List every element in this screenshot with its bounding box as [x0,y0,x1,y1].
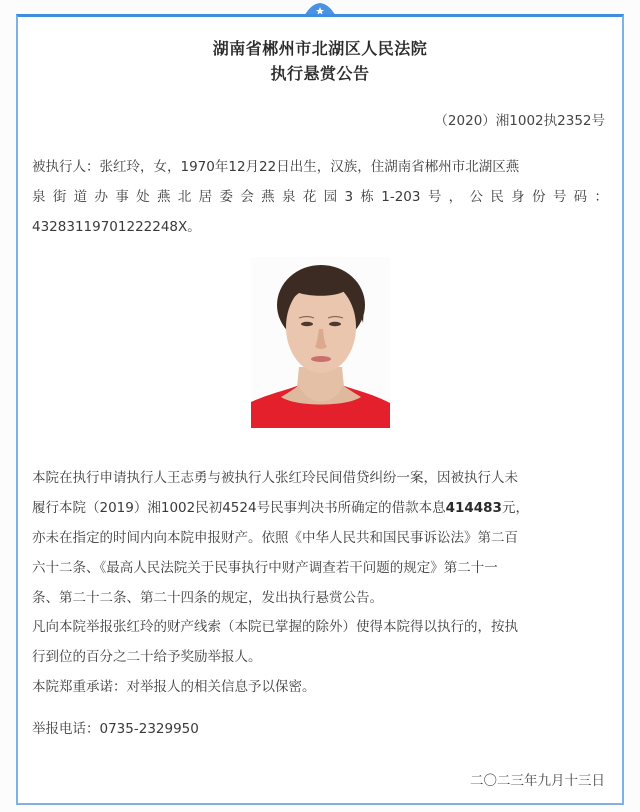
report-phone-label: 举报电话： [32,721,100,737]
case-paragraph [32,463,608,613]
judgment-text: 履行本院（2019）湘1002民初4524号民事判决书所确定的借款本息 [32,500,446,516]
case-paragraph-line: 本院在执行申请执行人王志勇与被执行人张红玲民间借贷纠纷一案，因被执行人未 [32,470,518,486]
debtor-info [32,152,608,242]
report-phone [32,717,199,737]
confidentiality-promise: 本院郑重承诺：对举报人的相关信息予以保密。 [32,679,316,695]
debtor-info-line: 被执行人：张红玲，女，1970年12月22日出生，汉族，住湖南省郴州市北湖区燕 [32,159,520,175]
case-number: （2020）湘1002执2352号 [434,113,605,129]
case-paragraph-line: 条、第二十二条、第二十四条的规定，发出执行悬赏公告。 [32,590,383,606]
court-name: 湖南省郴州市北湖区人民法院 [212,39,428,58]
notice-date: 二〇二三年九月十三日 [470,773,605,789]
report-phone-number: 0735-2329950 [99,721,199,737]
case-paragraph-line: 六十二条、《最高人民法院关于民事执行中财产调查若干问题的规定》第二十一 [32,560,498,576]
debt-amount: 414483 [445,500,502,516]
notice-title: 执行悬赏公告 [270,64,370,83]
reward-paragraph-line: 凡向本院举报张红玲的财产线索（本院已掌握的除外）使得本院得以执行的，按执 [32,619,518,635]
debtor-info-line: 泉街道办事处燕北居委会燕泉花园3栋1-203号，公民身份号码： [32,189,608,205]
reward-paragraph [32,612,608,702]
reward-paragraph-line: 行到位的百分之二十给予奖励举报人。 [32,649,262,665]
portrait-image [251,257,390,428]
debtor-photo [251,257,390,428]
case-paragraph-line [32,493,608,523]
case-paragraph-line: 亦未在指定的时间内向本院申报财产。依照《中华人民共和国民事诉讼法》第二百 [32,530,518,546]
debtor-id-number: 43283119701222248X。 [32,219,201,235]
amount-unit: 元， [501,500,529,516]
notice-frame [16,14,624,805]
